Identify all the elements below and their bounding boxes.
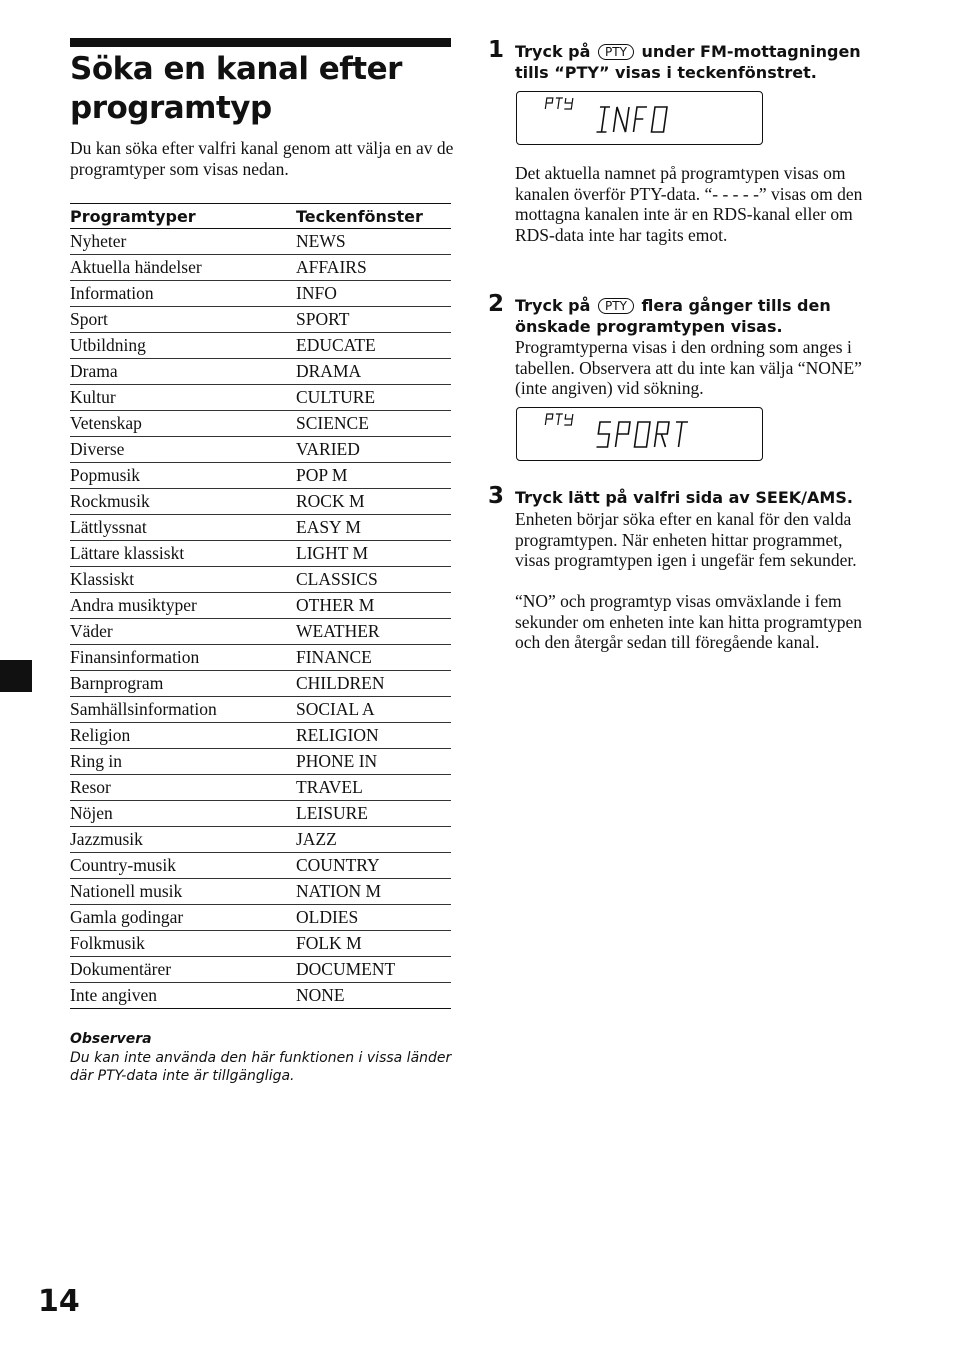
step-3-description-2: “NO” och programtyp visas omväxlande i fem sekunder om enheten inte kan hitta programtypen och den återgår sedan till föregående kanal. [515,591,862,652]
program-type-cell: Jazzmusik [70,827,296,853]
step-number-1: 1 [488,37,505,63]
program-type-cell: Barnprogram [70,671,296,697]
program-type-cell: Aktuella händelser [70,255,296,281]
program-type-cell: Nyheter [70,229,296,255]
program-type-cell: Vetenskap [70,411,296,437]
step-number-2: 2 [488,291,505,317]
program-type-cell: Country-musik [70,853,296,879]
program-type-cell: Inte angiven [70,983,296,1009]
column-header-display: Teckenfönster [296,204,451,229]
program-type-cell: Rockmusik [70,489,296,515]
display-text-cell: SCIENCE [296,411,451,437]
table-row [70,905,451,931]
table-row [70,489,451,515]
step-2-instruction-start: Tryck på [515,296,591,315]
pty-key-icon: PTY [598,44,634,60]
table-row [70,255,451,281]
page-title: Söka en kanal efter programtyp [70,51,402,126]
pty-indicator-icon [545,414,573,425]
pty-key-icon: PTY [598,298,634,314]
display-text-cell: JAZZ [296,827,451,853]
step-2-instruction-end: flera gånger tills den önskade programtypen visas. [515,296,831,336]
display-text-cell: ROCK M [296,489,451,515]
table-body [70,229,451,1009]
program-type-cell: Kultur [70,385,296,411]
step-number-3: 3 [488,483,505,509]
column-header-program-types: Programtyper [70,204,296,229]
table-row [70,411,451,437]
display-text-cell: VARIED [296,437,451,463]
display-text-cell: DOCUMENT [296,957,451,983]
display-text-cell: FOLK M [296,931,451,957]
display-text-cell: AFFAIRS [296,255,451,281]
table-row [70,281,451,307]
display-text-cell: PHONE IN [296,749,451,775]
intro-paragraph: Du kan söka efter valfri kanal genom att välja en av de programtyper som visas nedan. [70,138,454,179]
table-row [70,229,451,255]
note-heading: Observera [70,1031,152,1047]
program-type-table [70,203,451,1009]
table-row [70,749,451,775]
table-row [70,645,451,671]
program-type-cell: Dokumentärer [70,957,296,983]
step-1-instruction [515,42,875,83]
display-text-cell: WEATHER [296,619,451,645]
program-type-cell: Nöjen [70,801,296,827]
program-type-cell: Resor [70,775,296,801]
program-type-cell: Religion [70,723,296,749]
table-row [70,775,451,801]
display-text-cell: OTHER M [296,593,451,619]
display-panel-info [516,91,763,145]
program-type-cell: Lättlyssnat [70,515,296,541]
table-row [70,515,451,541]
step-1-instruction-start: Tryck på [515,42,591,61]
display-text-cell: EDUCATE [296,333,451,359]
table-row [70,463,451,489]
note-block [70,1030,455,1086]
table-row [70,957,451,983]
table-row [70,827,451,853]
program-type-cell: Lättare klassiskt [70,541,296,567]
lcd-text-sport [596,422,688,447]
table-row [70,541,451,567]
display-text-cell: NATION M [296,879,451,905]
lcd-segments-info [517,92,764,146]
note-text: Du kan inte använda den här funktionen i vissa länder där PTY-data inte är tillgängliga. [70,1049,452,1084]
display-text-cell: SPORT [296,307,451,333]
display-text-cell: EASY M [296,515,451,541]
lcd-text-info [596,107,667,132]
step-2-description: Programtyperna visas i den ordning som anges i tabellen. Observera att du inte kan välja “NONE” (inte angiven) vid sökning. [515,337,862,398]
step-1-description: Det aktuella namnet på programtypen visas om kanalen överför PTY-data. “- - - - -” visas om den mottagna kanalen inte är en RDS-kanal eller om RDS-data inte har tagits emot. [515,163,863,245]
table-row [70,619,451,645]
program-type-cell: Popmusik [70,463,296,489]
step-1-instruction-end: under FM-mottagningen tills “PTY” visas i teckenfönstret. [515,42,861,82]
table-row [70,931,451,957]
page-number: 14 [38,1284,80,1319]
display-text-cell: OLDIES [296,905,451,931]
display-text-cell: LIGHT M [296,541,451,567]
table-row [70,879,451,905]
display-text-cell: CHILDREN [296,671,451,697]
display-panel-sport [516,407,763,461]
program-type-cell: Klassiskt [70,567,296,593]
section-tab-marker [0,660,32,692]
display-text-cell: CULTURE [296,385,451,411]
program-type-cell: Folkmusik [70,931,296,957]
display-text-cell: DRAMA [296,359,451,385]
display-text-cell: FINANCE [296,645,451,671]
display-text-cell: LEISURE [296,801,451,827]
display-text-cell: COUNTRY [296,853,451,879]
program-type-cell: Samhällsinformation [70,697,296,723]
display-text-cell: NEWS [296,229,451,255]
display-text-cell: CLASSICS [296,567,451,593]
display-text-cell: TRAVEL [296,775,451,801]
display-text-cell: INFO [296,281,451,307]
step-3-description: Enheten börjar söka efter en kanal för den valda programtypen. När enheten hittar programmet, visas programtypen igen i ungefär fem sekunder. [515,509,857,570]
table-row [70,567,451,593]
program-type-cell: Ring in [70,749,296,775]
program-type-cell: Diverse [70,437,296,463]
table-row [70,593,451,619]
display-text-cell: RELIGION [296,723,451,749]
title-rule [70,38,451,47]
program-type-cell: Information [70,281,296,307]
table-row [70,983,451,1009]
step-3-instruction: Tryck lätt på valfri sida av SEEK/AMS. [515,488,853,507]
step-2-instruction [515,296,875,337]
display-text-cell: NONE [296,983,451,1009]
table-row [70,801,451,827]
table-row [70,671,451,697]
program-type-cell: Utbildning [70,333,296,359]
display-text-cell: POP M [296,463,451,489]
program-type-cell: Finansinformation [70,645,296,671]
table-row [70,437,451,463]
table-row [70,307,451,333]
program-type-cell: Nationell musik [70,879,296,905]
table-header-row [70,204,451,229]
program-type-cell: Andra musiktyper [70,593,296,619]
table-row [70,723,451,749]
lcd-segments-sport [517,408,764,462]
table-row [70,385,451,411]
pty-indicator-icon [545,98,573,109]
table-row [70,359,451,385]
table-row [70,853,451,879]
program-type-cell: Sport [70,307,296,333]
display-text-cell: SOCIAL A [296,697,451,723]
program-type-cell: Drama [70,359,296,385]
program-type-cell: Gamla godingar [70,905,296,931]
program-type-cell: Väder [70,619,296,645]
table-row [70,333,451,359]
table-row [70,697,451,723]
